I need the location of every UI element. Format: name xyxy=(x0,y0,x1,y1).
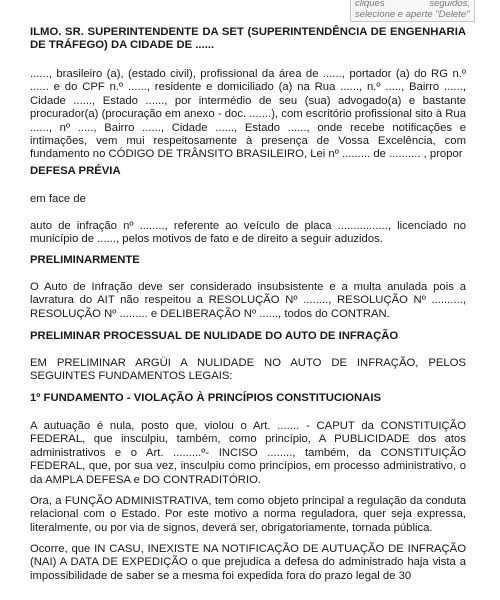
auto-infracao-paragraph: auto de infração nº ........, referente ao veículo de placa ................, licenciado no município de ......, pelos motivos de fato e de direito a seguir aduzidos. xyxy=(30,220,466,246)
addressee-heading: ILMO. SR. SUPERINTENDENTE DA SET (SUPERINTENDÊNCIA DE ENGENHARIA DE TRÁFEGO) DA CIDADE DE ...... xyxy=(30,26,466,52)
fundamento-paragraph-3: Ocorre, que IN CASU, INEXISTE NA NOTIFICAÇÃO DE AUTUAÇÃO DE INFRAÇÃO (NAI) A DATA DE EXPEDIÇÃO o que prejudica a defesa do administrado haja vista a impossibilidade de saber se a mesma foi expedida fora do prazo legal de 30 xyxy=(30,543,466,582)
em-face-text: em face de xyxy=(30,193,86,205)
hint-box: cliques seguidos, selecione e aperte "Delete" xyxy=(350,0,475,22)
preliminarmente-title: PRELIMINARMENTE xyxy=(30,254,140,266)
preliminarmente-paragraph: O Auto de Infração deve ser considerado insubsistente e a multa anulada pois a lavratura do AIT não respeitou a RESOLUÇÃO Nº ........, RESOLUÇÃO Nº .........., RESOLUÇÃO Nº ......... e DELIBERAÇÃO Nº ......, todos do CONTRAN. xyxy=(30,281,466,320)
defesa-previa-title: DEFESA PRÉVIA xyxy=(30,165,121,177)
document-page xyxy=(30,0,466,600)
intro-paragraph: ......, brasileiro (a), (estado civil), profissional da área de ......, portador (a) do RG n.º ...... e do CPF n.º ......, residente e domiciliado (a) na Rua ......, n.º ....., Bairro ......, Cidade ......, Estado ......, por intermédio de seu (sua) advogado(a) e bastante procurador(a) (procuração em anexo - doc. .......), com escritório profissional sito à Rua ......, nº ....., Bairro ......, Cidade ......, Estado ......, onde recebe notificações e intimações, vem mui respeitosamente à presença de Vossa Excelência, com fundamento no CÓDIGO DE TRÂNSITO BRASILEIRO, Lei nº ......... de .......... , propor xyxy=(30,68,466,161)
fundamento-paragraph-1: A autuação é nula, posto que, violou o Art. ....... - CAPUT da CONSTITUIÇÃO FEDERAL, que insculpiu, também, como princípio, A PUBLICIDADE dos atos administrativos e o Art. .........º- INCISO ........, também, da CONSTITUIÇÃO FEDERAL, que, por sua vez, insculpiu como princípios, em processo administrativo, o da AMPLA DEFESA e DO CONTRADITÓRIO. xyxy=(30,420,466,486)
preliminar-processual-title: PRELIMINAR PROCESSUAL DE NULIDADE DO AUTO DE INFRAÇÃO xyxy=(30,330,399,342)
fundamento-paragraph-2: Ora, a FUNÇÃO ADMINISTRATIVA, tem como objeto principal a regulação da conduta relacional com o Estado. Por este motivo a norma reguladora, quer seja expressa, literalmente, ou por via de signos, deverá ser, obrigatoriamente, tornada pública. xyxy=(30,495,466,534)
preliminar-paragraph: EM PRELIMINAR ARGÜI A NULIDADE NO AUTO DE INFRAÇÃO, PELOS SEGUINTES FUNDAMENTOS LEGAIS: xyxy=(30,357,466,383)
fundamento-title: 1º FUNDAMENTO - VIOLAÇÃO À PRINCÍPIOS CONSTITUCIONAIS xyxy=(30,392,381,404)
